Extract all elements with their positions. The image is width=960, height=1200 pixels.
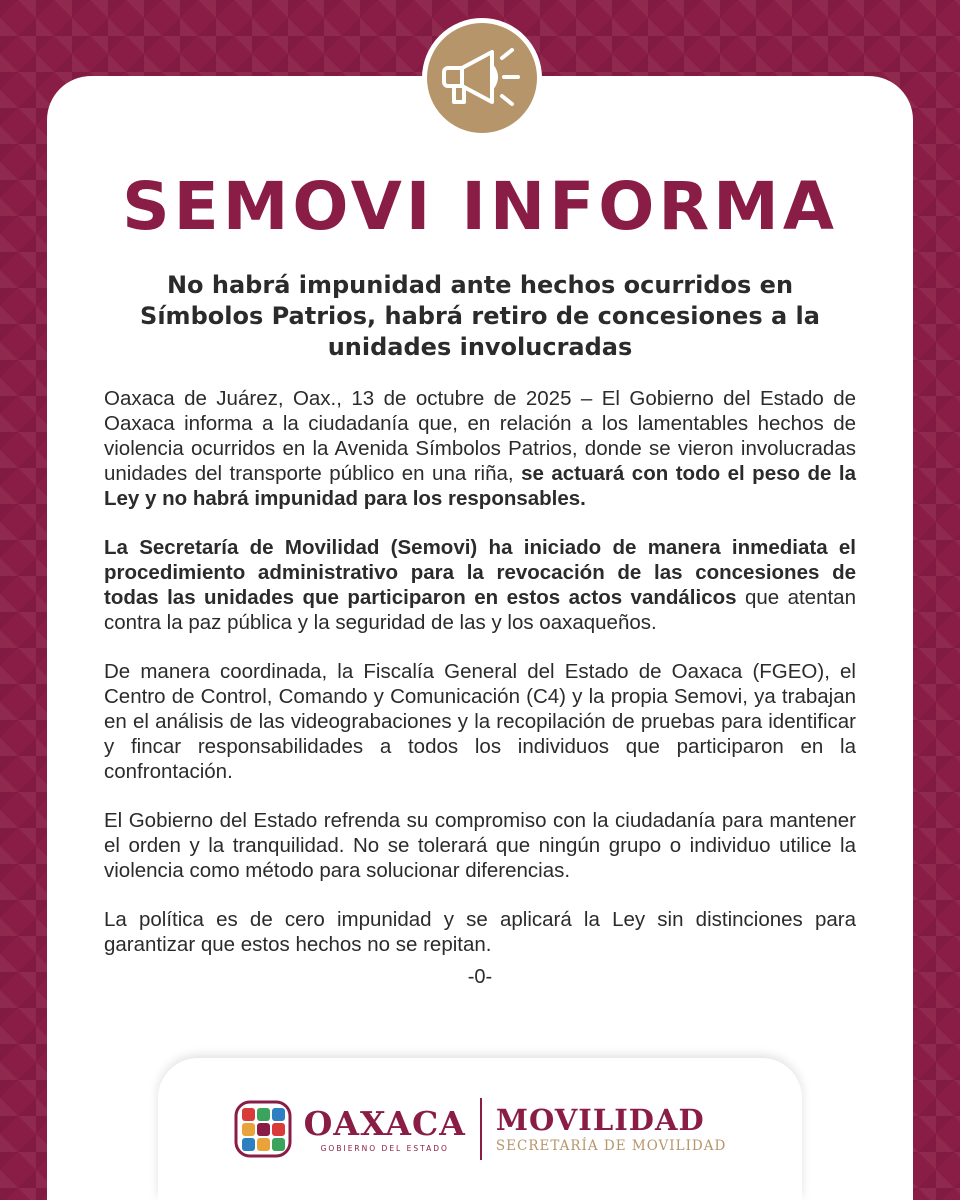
paragraph-policy: La política es de cero impunidad y se aplicará la Ley sin distinciones para garantizar que estos hechos no se repitan. xyxy=(104,908,856,956)
gov-name: OAXACA xyxy=(303,1103,466,1143)
closing-mark: -0- xyxy=(467,966,493,988)
dept-subtitle: SECRETARÍA DE MOVILIDAD xyxy=(495,1138,727,1154)
page-title: SEMOVI INFORMA xyxy=(122,168,838,245)
megaphone-icon xyxy=(440,44,524,112)
paragraph-intro xyxy=(104,386,856,511)
dept-name: MOVILIDAD xyxy=(495,1103,705,1137)
paragraph-semovi xyxy=(104,535,856,635)
oaxaca-logo xyxy=(234,1100,466,1158)
semovi-text: que atentan contra la paz pública y la seguridad de las y los oaxaqueños. xyxy=(104,586,856,634)
footer-logos xyxy=(158,1058,802,1200)
gov-subtitle: GOBIERNO DEL ESTADO xyxy=(320,1143,449,1153)
paragraph-coordination: De manera coordinada, la Fiscalía General del Estado de Oaxaca (FGEO), el Centro de Control, Comando y Comunicación (C4) y la propia Semovi, ya trabajan en el análisis de las videograbaciones y la recopilación de pruebas para identificar y fincar responsabilidades a todos los individuos que participaron en la confrontación. xyxy=(104,660,856,783)
paragraph-commitment: El Gobierno del Estado refrenda su compromiso con la ciudadanía para mantener el orden y la tranquilidad. No se tolerará que ningún grupo o individuo utilice la violencia como método para solucionar diferencias. xyxy=(104,809,856,882)
intro-text: Oaxaca de Juárez, Oax., 13 de octubre de 2025 – El Gobierno del Estado de Oaxaca informa a la ciudadanía que, en relación a los lamentables hechos de violencia ocurridos en la Avenida Símbolos Patrios, donde se vieron involucradas unidades del transporte público en una riña, xyxy=(104,387,856,485)
megaphone-badge xyxy=(422,18,542,138)
intro-bold-text: se actuará con todo el peso de la Ley y no habrá impunidad para los responsables. xyxy=(104,462,856,510)
movilidad-logo xyxy=(496,1104,726,1154)
oaxaca-emblem-icon xyxy=(234,1100,292,1158)
semovi-bold-text: La Secretaría de Movilidad (Semovi) ha iniciado de manera inmediata el procedimiento administrativo para la revocación de las concesiones de todas las unidades que participaron en estos actos vandálicos xyxy=(104,536,856,609)
headline: No habrá impunidad ante hechos ocurridos en Símbolos Patrios, habrá retiro de concesiones a la unidades involucradas xyxy=(140,271,820,361)
press-release-body xyxy=(104,386,856,1014)
logo-divider xyxy=(480,1098,482,1160)
